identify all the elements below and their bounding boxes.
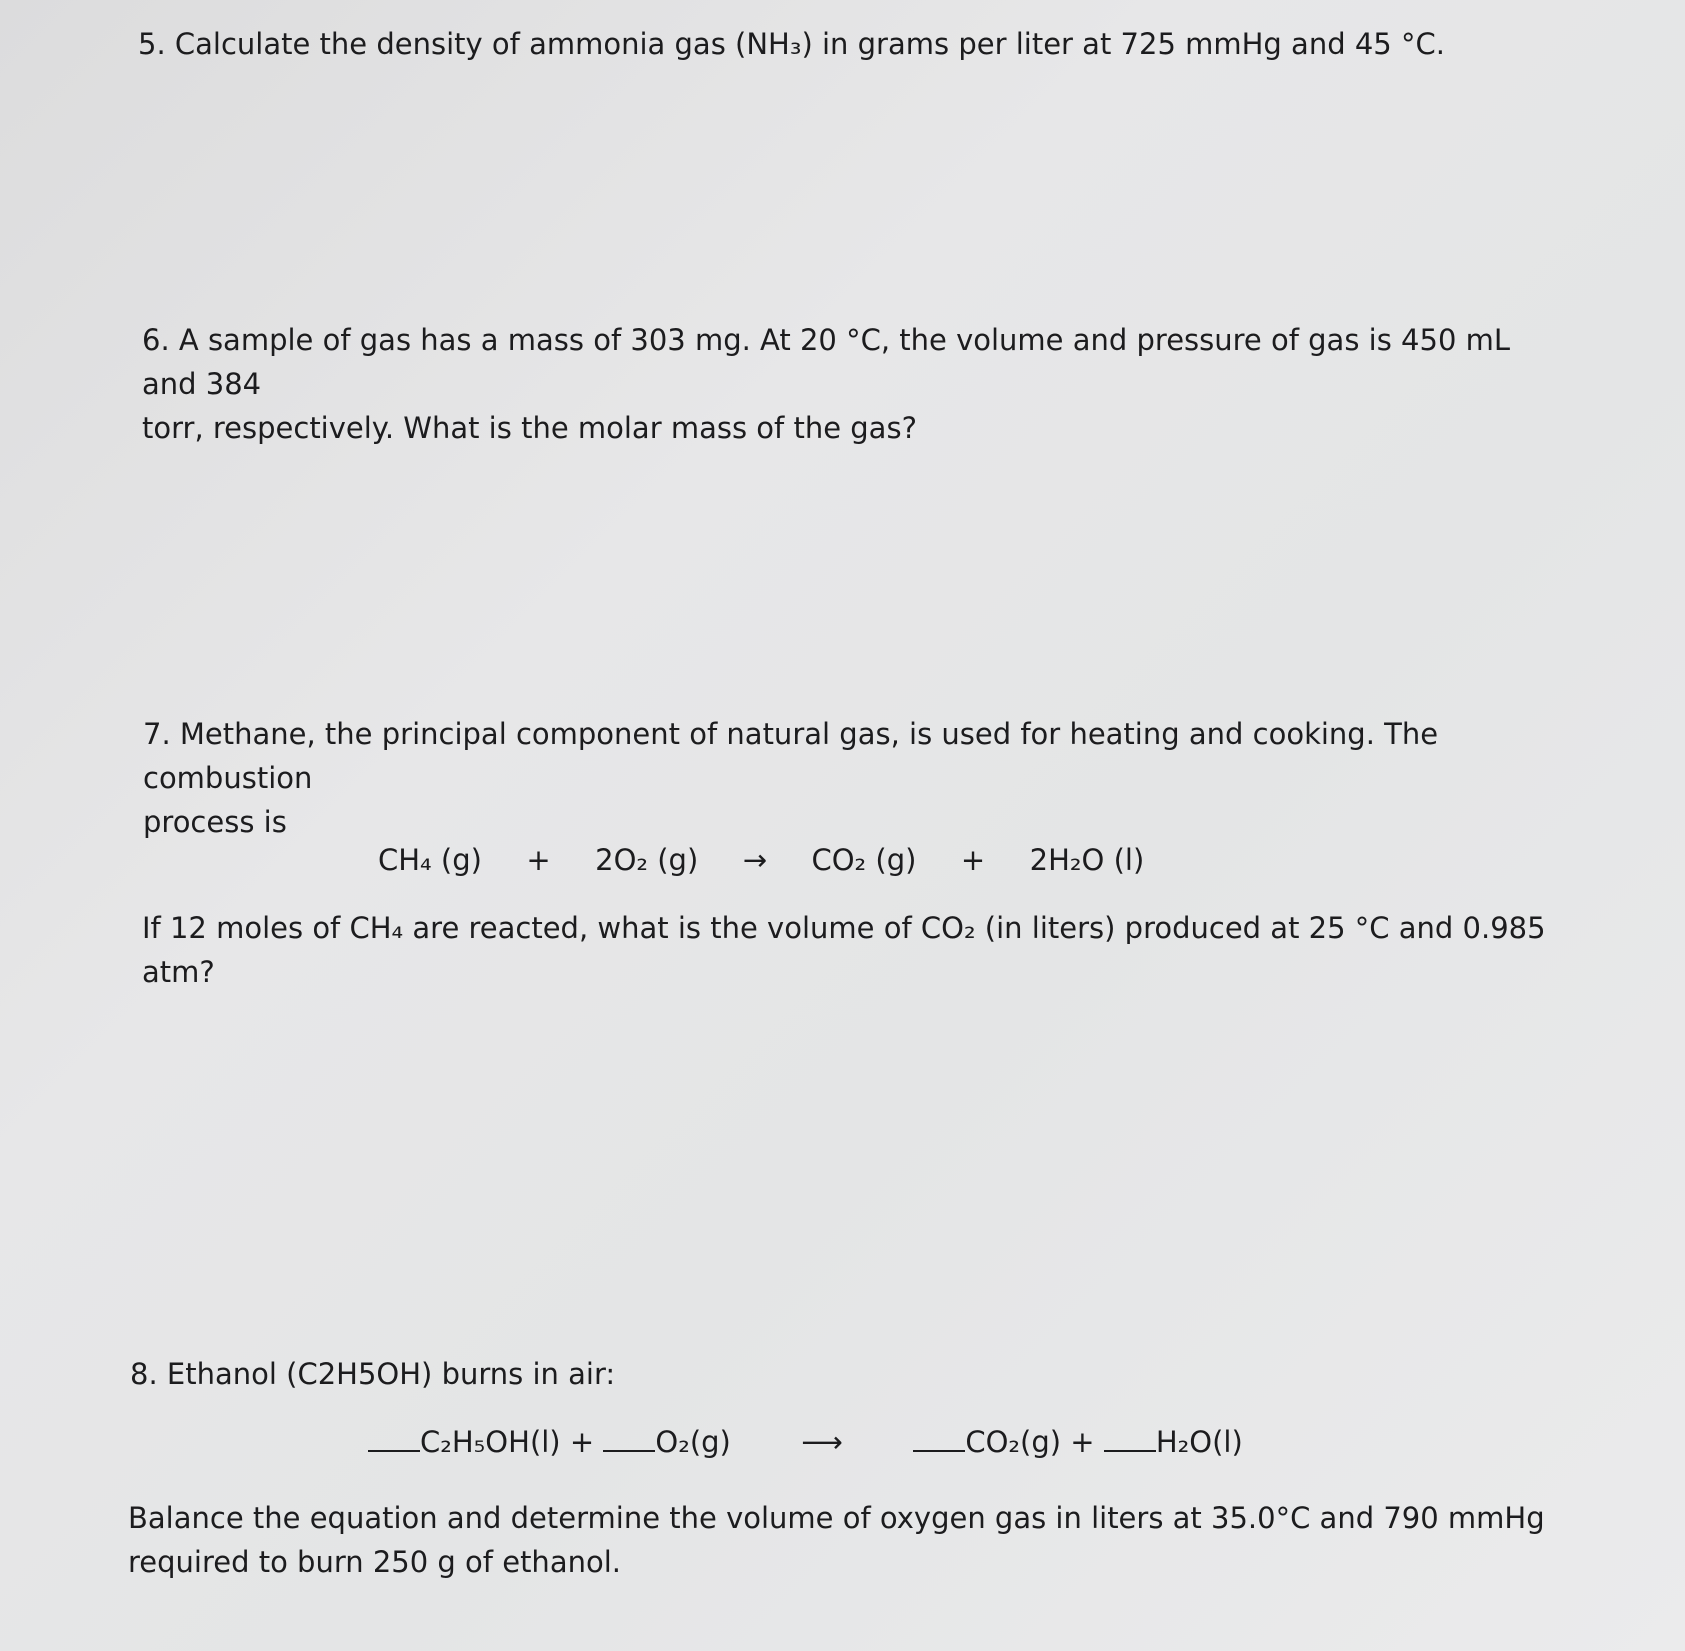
question-8-follow-up-line-2: required to burn 250 g of ethanol. — [128, 1545, 621, 1579]
equation-product-water: H₂O(l) — [1155, 1425, 1243, 1459]
question-8-follow-up-line-1: Balance the equation and determine the volume of oxygen gas in liters at 35.0°C and 790 mmHg — [128, 1501, 1545, 1535]
question-8-line-1: 8. Ethanol (C2H5OH) burns in air: — [130, 1357, 616, 1391]
question-6-line-2: torr, respectively. What is the molar mass of the gas? — [142, 411, 917, 445]
equation-reactant-oxygen: O₂(g) — [655, 1425, 731, 1459]
equation-plus: + — [960, 843, 986, 877]
question-7-line-2: process is — [143, 805, 287, 839]
question-7-line-1: 7. Methane, the principal component of natural gas, is used for heating and cooking. The combustion — [143, 717, 1439, 795]
question-8-follow-up — [128, 1496, 1588, 1584]
equation-reactant-oxygen: 2O₂ (g) — [595, 843, 699, 877]
question-5 — [138, 22, 1558, 66]
equation-plus: + — [526, 843, 551, 877]
equation-arrow: → — [742, 843, 768, 877]
coefficient-blank-co2[interactable] — [913, 1422, 965, 1452]
equation-product-water: 2H₂O (l) — [1029, 843, 1145, 877]
coefficient-blank-water[interactable] — [1104, 1422, 1156, 1452]
equation-product-co2: CO₂ (g) — [811, 843, 917, 877]
question-6 — [142, 318, 1562, 450]
question-8 — [130, 1352, 930, 1396]
equation-reactant-ethanol: C₂H₅OH(l) + — [420, 1425, 595, 1459]
equation-product-co2: CO₂(g) + — [965, 1425, 1095, 1459]
ethanol-combustion-equation — [368, 1420, 1348, 1464]
equation-arrow: ⟶ — [801, 1425, 843, 1459]
question-7 — [143, 712, 1603, 844]
coefficient-blank-ethanol[interactable] — [368, 1422, 420, 1452]
equation-reactant-methane: CH₄ (g) — [378, 843, 482, 877]
coefficient-blank-oxygen[interactable] — [603, 1422, 655, 1452]
methane-combustion-equation — [378, 838, 1145, 882]
question-6-line-1: 6. A sample of gas has a mass of 303 mg. At 20 °C, the volume and pressure of gas is 450 mL and 384 — [142, 323, 1511, 401]
question-7-follow-up-text: If 12 moles of CH₄ are reacted, what is the volume of CO₂ (in liters) produced at 25 °C and 0.985 atm? — [142, 911, 1546, 989]
question-7-follow-up — [142, 906, 1622, 994]
question-5-text: 5. Calculate the density of ammonia gas (NH₃) in grams per liter at 725 mmHg and 45 °C. — [138, 27, 1445, 61]
